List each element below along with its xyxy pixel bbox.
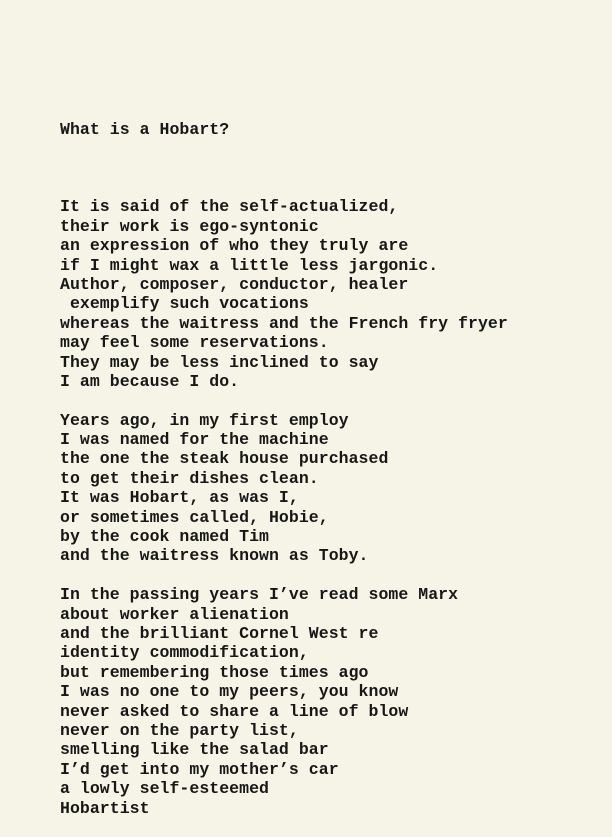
poem-line: I am because I do. [60,371,240,391]
poem-line: It is said of the self-actualized, [60,197,399,217]
poem-line: Hobartist [60,798,150,818]
poem-line: They may be less inclined to say [60,352,379,372]
poem-line: I was no one to my peers, you know [60,682,399,702]
poem-line: Author, composer, conductor, healer [60,274,409,294]
poem-line: smelling like the salad bar [60,740,329,760]
poem-line: if I might wax a little less jargonic. [60,255,439,275]
poem-line: and the brilliant Cornel West re [60,624,379,643]
poem-line: about worker alienation [60,604,289,624]
poem-line: to get their dishes clean. [60,468,319,488]
poem-line: may feel some reservations. [60,333,329,353]
poem-line: an expression of who they truly are [60,236,409,256]
poem-line: a lowly self-esteemed [60,779,269,799]
poem-stanza [60,411,508,566]
poem-line: never on the party list, [60,720,299,740]
poem-line: never asked to share a line of blow [60,701,409,721]
poem-line: Years ago, in my first employ [60,410,349,430]
poem-stanza [60,585,508,818]
poem-title: What is a Hobart? [60,119,230,139]
poem-line: exemplify such vocations [60,294,309,314]
poem-stanza [60,197,508,391]
poem-line: by the cook named Tim [60,527,269,547]
poem-line: and the waitress known as Toby. [60,546,369,566]
poem-line: I was named for the machine [60,430,329,450]
poem-line: whereas the waitress and the French fry fryer [60,313,508,333]
poem-line: but remembering those times ago [60,662,369,682]
poem-line: In the passing years I’ve read some Marx [60,585,459,605]
poem-line: identity commodification, [60,643,309,663]
poem-line: I’d get into my mother’s car [60,759,339,779]
poem-line: It was Hobart, as was I, [60,488,299,508]
poem-line: the one the steak house purchased [60,449,389,469]
poem-stanzas [60,197,508,818]
poem-line: or sometimes called, Hobie, [60,507,329,527]
poem-line: their work is ego-syntonic [60,216,319,236]
poem [60,81,508,837]
